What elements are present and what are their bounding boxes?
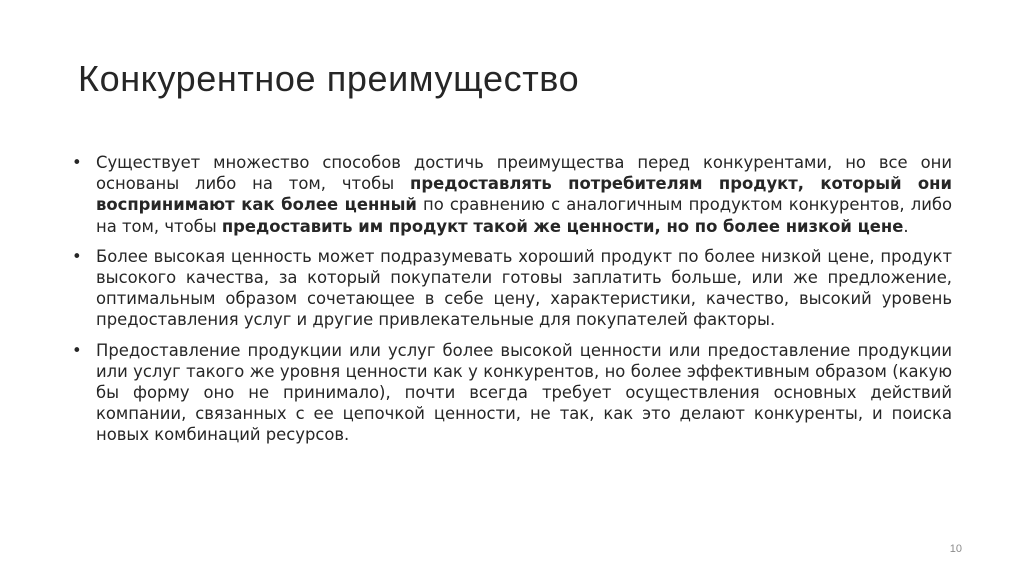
slide-title: Конкурентное преимущество [78,58,580,99]
page-number: 10 [949,543,962,555]
bullet-list [72,152,952,455]
bullet-text-1 [96,153,952,236]
bullet-marker: • [72,246,82,266]
bullet-item-3 [72,340,952,446]
bullet-1-bold-part-1: предоставлять потребителям продукт, который они воспринимают как более ценный [96,174,952,215]
bullet-text-3: Предоставление продукции или услуг более высокой ценности или предоставление продукции или услуг такого же уровня ценности как у конкурентов, но более эффективным образом (какую бы форму оно не принимало), почти всегда требует осуществления основных действий компании, связанных с ее цепочкой ценности, не так, как это делают конкуренты, и поиска новых комбинаций ресурсов. [96,340,952,445]
bullet-marker: • [72,340,82,360]
bullet-1-text-part-3: . [903,216,909,236]
bullet-item-2 [72,246,952,331]
bullet-item-1 [72,152,952,237]
bullet-text-2: Более высокая ценность может подразумевать хороший продукт по более низкой цене, продукт высокого качества, за который покупатели готовы заплатить больше, или же предложение, оптимальным образом сочетающее в себе цену, характеристики, качество, высокий уровень предоставления услуг и другие привлекательные для покупателей факторы. [96,246,952,330]
bullet-1-bold-part-2: предоставить им продукт такой же ценности, но по более низкой цене [221,216,904,236]
bullet-marker: • [72,153,82,172]
bullet-1-text-part-2: по сравнению с аналогичным продуктом конкурентов, либо на том, чтобы [96,195,953,236]
bullet-1-text-part-1: Существует множество способов достичь преимущества перед конкурентами, но все они основаны либо на том, чтобы [96,153,952,194]
